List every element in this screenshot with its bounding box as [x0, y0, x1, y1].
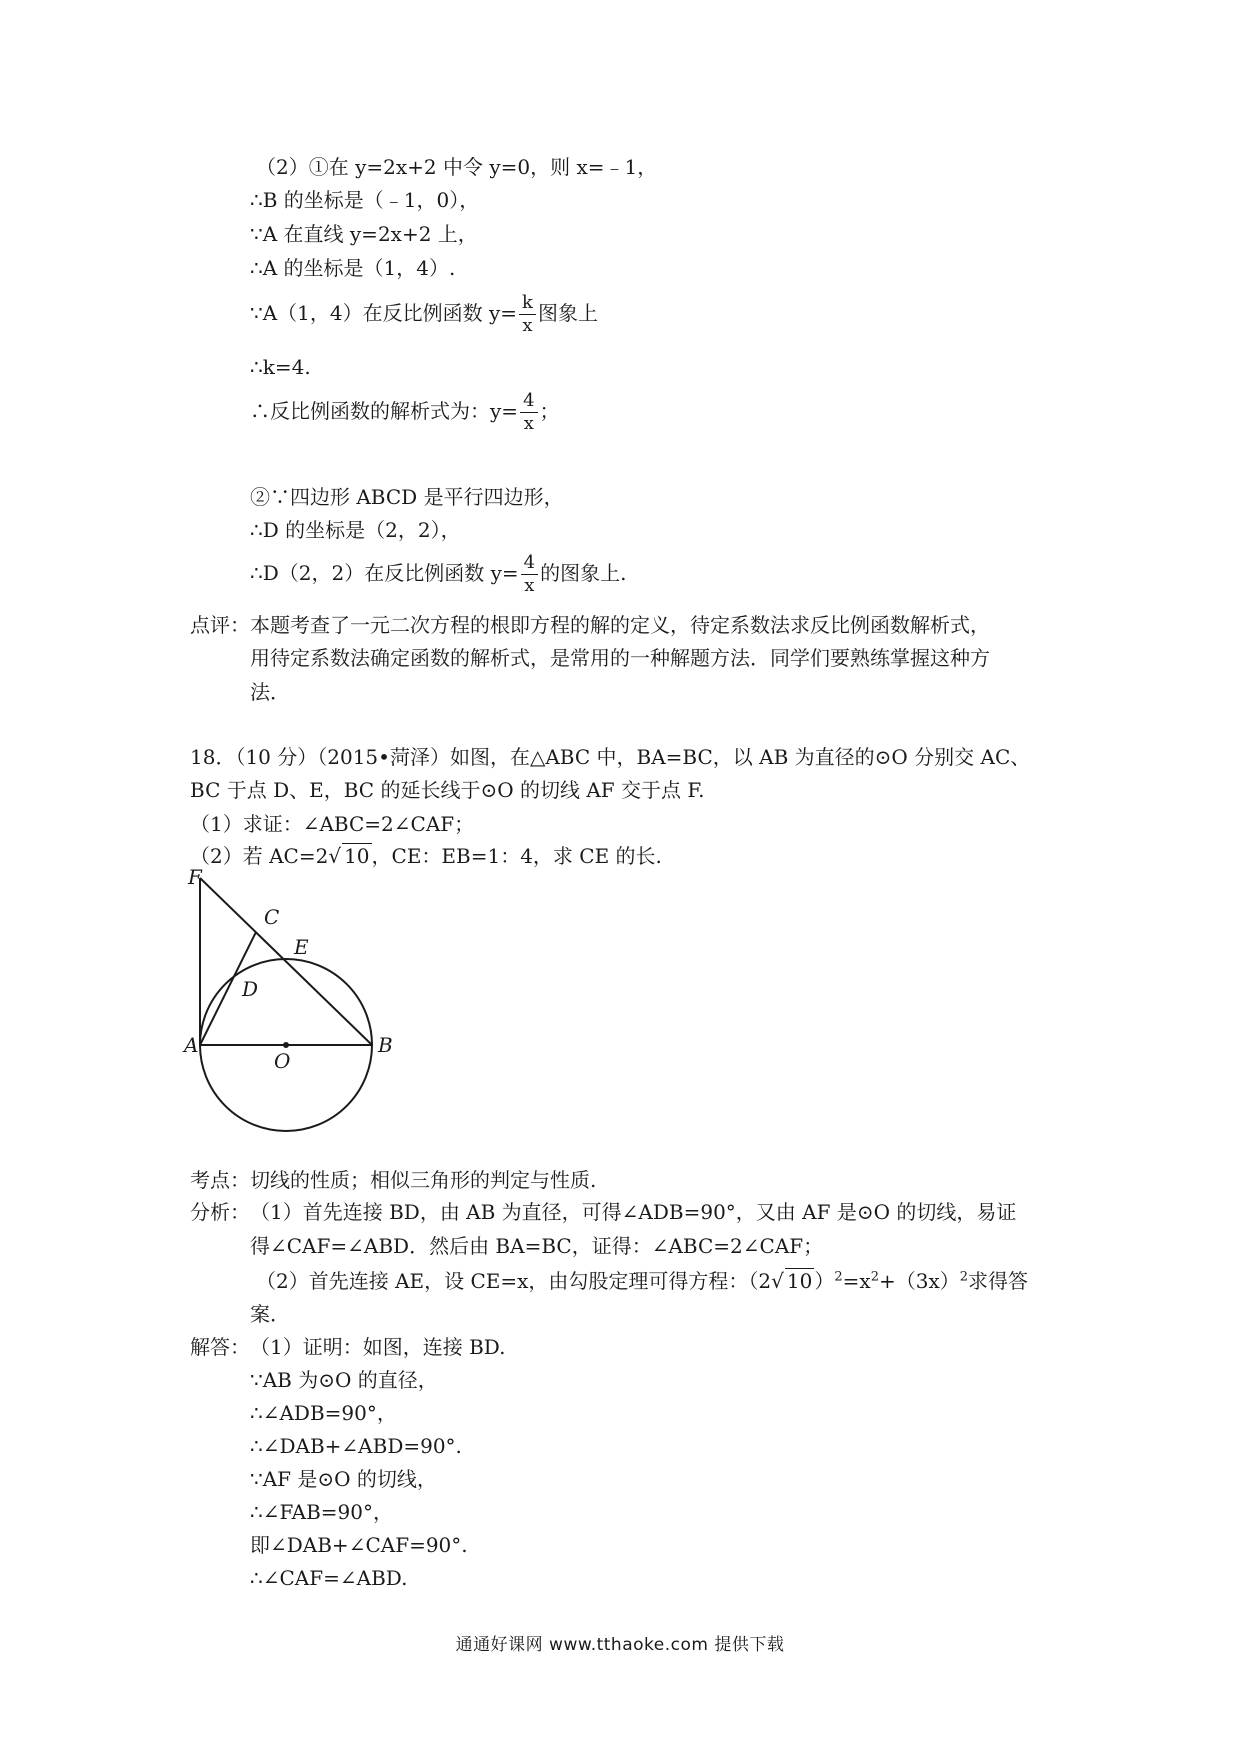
sqrt-sign: √ — [328, 844, 342, 868]
label-e: E — [294, 935, 309, 959]
question-line: （1）求证：∠ABC=2∠CAF； — [190, 812, 475, 836]
fraction — [521, 552, 538, 597]
jieda-line: ∴∠FAB=90°， — [250, 1500, 393, 1524]
center-point — [283, 1042, 289, 1048]
solution-line: ∴A 的坐标是（1，4）. — [250, 256, 456, 280]
fraction-denominator: x — [522, 315, 533, 336]
radicand: 10 — [344, 844, 370, 868]
fraction-denominator: x — [523, 413, 534, 434]
kaodian-label: 考点： — [190, 1168, 250, 1192]
jieda-label: 解答： — [190, 1335, 250, 1359]
fraction-numerator: 4 — [521, 552, 538, 575]
label-b: B — [378, 1033, 393, 1057]
text-segment: （2）首先连接 AE，设 CE=x，由勾股定理可得方程：（2 — [256, 1269, 772, 1293]
comment-line: 用待定系数法确定函数的解析式，是常用的一种解题方法．同学们要熟练掌握这种方 — [250, 646, 990, 670]
jieda-line: （1）证明：如图，连接 BD. — [250, 1335, 506, 1359]
jieda-line: ∴∠DAB+∠ABD=90°. — [250, 1434, 462, 1458]
jieda-line: 即∠DAB+∠CAF=90°. — [250, 1533, 468, 1557]
text-segment: （2）若 AC=2 — [190, 844, 329, 868]
fraction-numerator: 4 — [520, 390, 537, 413]
solution-line: ②∵四边形 ABCD 是平行四边形， — [250, 485, 564, 509]
solution-line-fraction — [250, 292, 598, 337]
text-segment: ∴反比例函数的解析式为：y= — [250, 399, 519, 423]
text-segment: ） — [814, 1269, 835, 1293]
comment-label: 点评： — [190, 613, 250, 637]
text-segment: ∵A（1，4）在反比例函数 y= — [250, 301, 518, 325]
fenxi-line-radical — [256, 1268, 1028, 1293]
exponent: 2 — [959, 1269, 969, 1285]
jieda-line: ∴∠ADB=90°， — [250, 1401, 397, 1425]
fraction — [519, 292, 536, 337]
text-segment: +（3x） — [878, 1269, 960, 1293]
radicand: 10 — [786, 1269, 813, 1293]
fenxi-line: 案． — [250, 1302, 290, 1326]
text-segment: ； — [539, 399, 560, 423]
label-d: D — [242, 977, 259, 1001]
exponent: 2 — [870, 1269, 879, 1285]
jieda-line: ∵AF 是⊙O 的切线， — [250, 1467, 437, 1491]
text-segment: 求得答 — [968, 1269, 1029, 1293]
footer-source: 通通好课网 www.tthaoke.com 提供下载 — [455, 1635, 785, 1655]
comment-line: 法． — [250, 680, 290, 704]
text-segment: 图象上 — [537, 301, 598, 325]
fraction-numerator: k — [519, 292, 536, 315]
sqrt-sign: √ — [771, 1269, 784, 1293]
solution-line-fraction — [250, 552, 626, 597]
solution-line: ∴B 的坐标是（﹣1，0）， — [250, 188, 480, 212]
solution-line: ∵A 在直线 y=2x+2 上， — [250, 222, 478, 246]
question-line: BC 于点 D、E，BC 的延长线于⊙O 的切线 AF 交于点 F. — [190, 778, 705, 802]
exponent: 2 — [834, 1269, 843, 1285]
question-line: 18．（10 分）（2015•菏泽）如图，在△ABC 中，BA=BC，以 AB 为直径的⊙O 分别交 AC、 — [190, 745, 1031, 769]
text-segment: ，CE：EB=1：4，求 CE 的长. — [371, 844, 662, 868]
fenxi-label: 分析： — [190, 1200, 250, 1224]
solution-line-fraction — [250, 390, 560, 435]
fraction-denominator: x — [524, 575, 535, 596]
label-c: C — [264, 905, 280, 929]
fenxi-line: 得∠CAF=∠ABD．然后由 BA=BC，证得：∠ABC=2∠CAF； — [250, 1234, 824, 1258]
text-segment: 的图象上. — [540, 561, 627, 585]
solution-line: ∴k=4. — [250, 355, 311, 379]
geometry-figure — [184, 865, 406, 1128]
solution-line: ∴D 的坐标是（2，2）， — [250, 518, 461, 542]
label-f: F — [188, 865, 202, 889]
jieda-line: ∵AB 为⊙O 的直径， — [250, 1368, 438, 1392]
comment-line: 本题考查了一元二次方程的根即方程的解的定义，待定系数法求反比例函数解析式， — [250, 613, 990, 637]
label-o: O — [274, 1049, 291, 1073]
fenxi-line: （1）首先连接 BD，由 AB 为直径，可得∠ADB=90°，又由 AF 是⊙O 的切线，易证 — [250, 1200, 1017, 1224]
kaodian-text: 切线的性质；相似三角形的判定与性质. — [250, 1168, 597, 1192]
fraction — [520, 390, 537, 435]
solution-line: （2）①在 y=2x+2 中令 y=0，则 x=﹣1， — [256, 155, 658, 179]
segment-fb — [200, 878, 372, 1045]
jieda-line: ∴∠CAF=∠ABD. — [250, 1566, 408, 1590]
text-segment: ∴D（2，2）在反比例函数 y= — [250, 561, 519, 585]
question-line-radical — [190, 843, 662, 868]
text-segment: =x — [842, 1269, 871, 1293]
label-a: A — [184, 1033, 199, 1057]
